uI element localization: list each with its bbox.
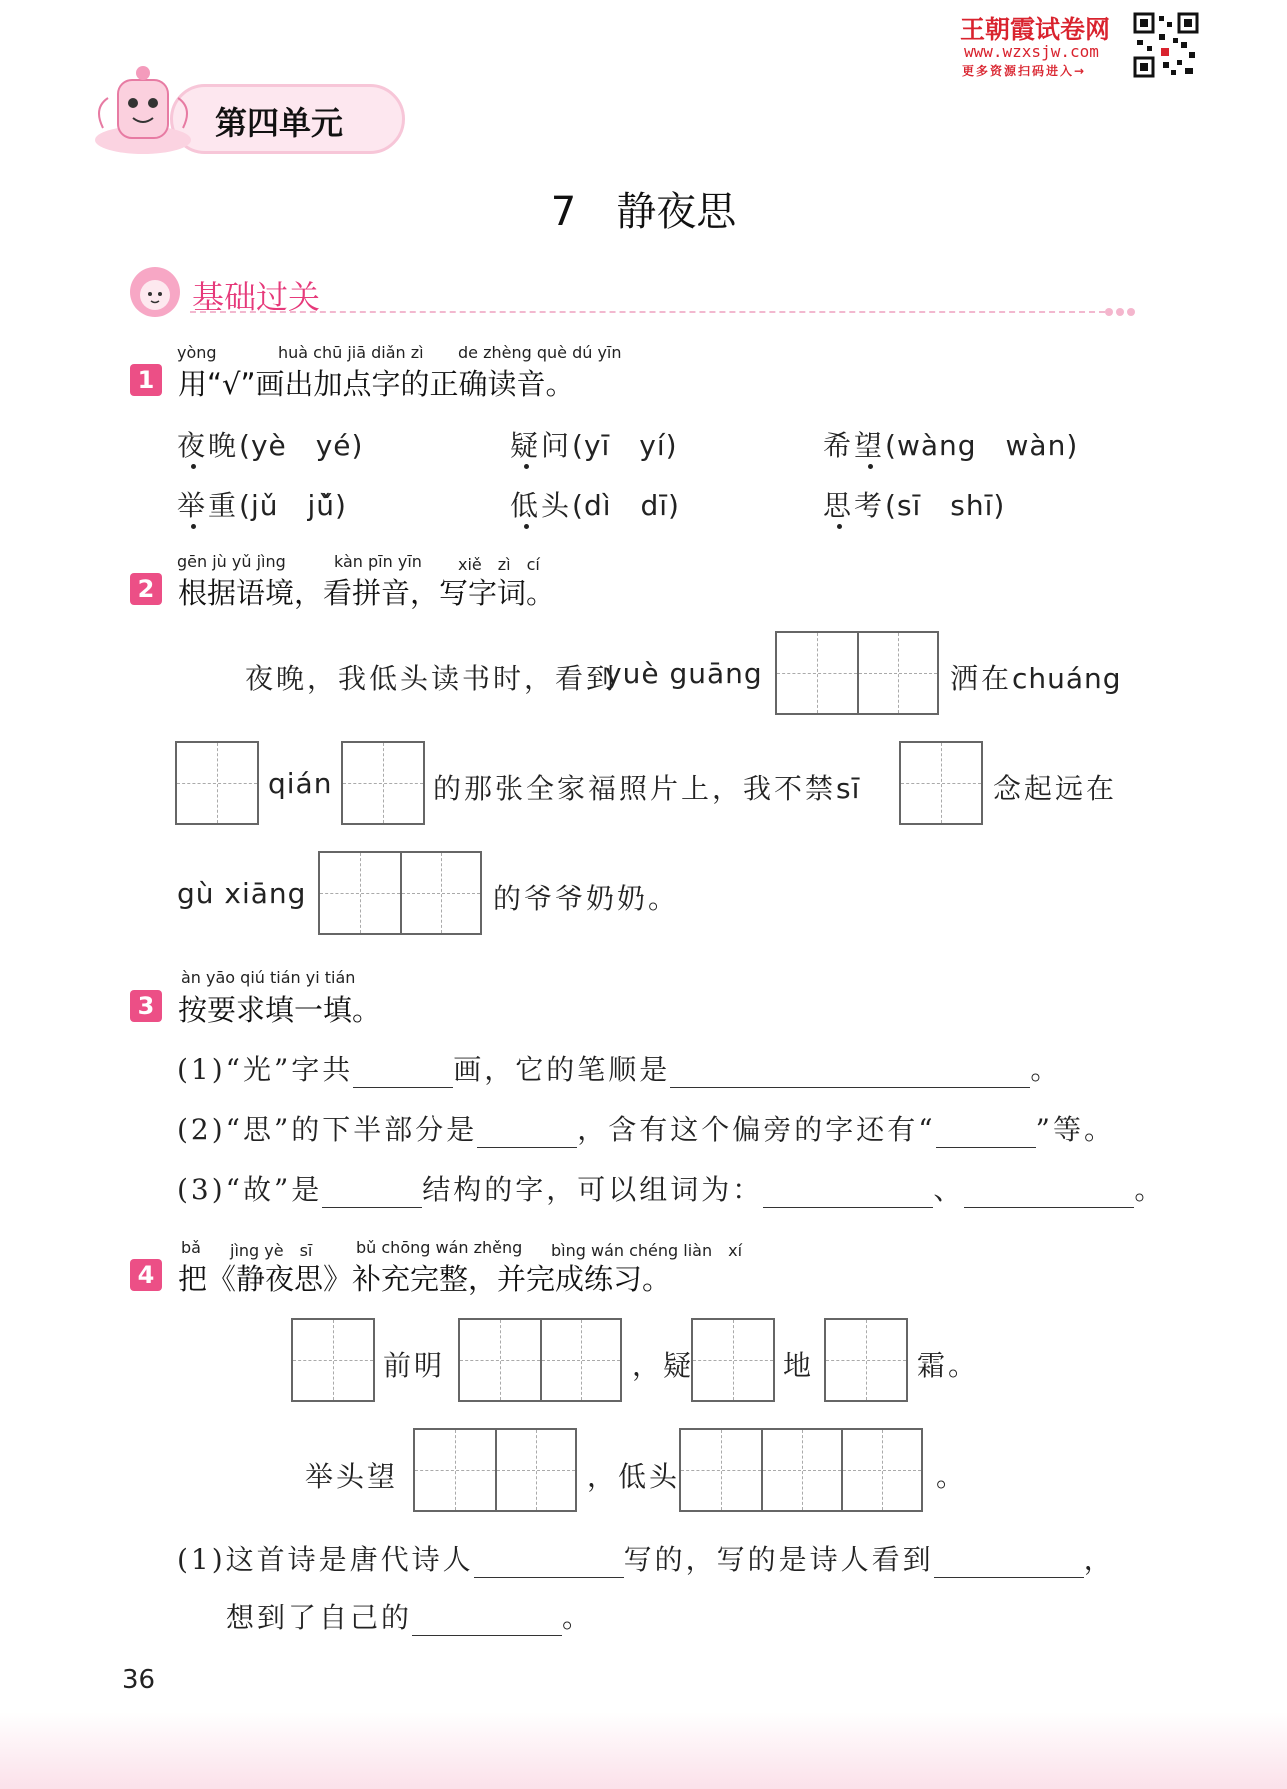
q2-line2-pinyin1: qián (268, 767, 333, 800)
footer-band (0, 1712, 1287, 1789)
brand-url[interactable]: www.wzxsjw.com (964, 42, 1099, 61)
q1-item-2[interactable]: 疑问(yī yí) (510, 429, 678, 462)
answer-grid-1[interactable] (691, 1318, 775, 1402)
unit-title: 第四单元 (215, 104, 344, 142)
q3-line-2: (2)“思”的下半部分是 ，含有这个偏旁的字还有“ ”等。 (177, 1113, 1115, 1146)
q3-instruction: 按要求填一填。 (178, 993, 382, 1027)
answer-blank[interactable] (474, 1547, 624, 1578)
lesson-title: 7 静夜思 (550, 189, 737, 235)
q2-number: 2 (130, 573, 162, 605)
q3-pinyin: àn yāo qiú tián yi tián (181, 968, 356, 987)
poem-text: 前明 (383, 1349, 446, 1382)
poem-text: 举头望 (305, 1460, 399, 1493)
poem-text: ，低头 (587, 1460, 681, 1493)
q1-pinyin-2: huà chū jiā diǎn zì (278, 343, 424, 362)
answer-grid-2[interactable] (413, 1428, 577, 1512)
mascot-icon (88, 58, 198, 158)
page-number: 36 (122, 1665, 156, 1695)
q3-number: 3 (130, 990, 162, 1022)
answer-grid-1[interactable] (291, 1318, 375, 1402)
answer-grid-1[interactable] (824, 1318, 908, 1402)
q2-pinyin-3: xiě zì cí (458, 555, 540, 574)
q2-line1-after: 洒在chuáng (950, 662, 1122, 695)
decorative-dots (1105, 301, 1138, 320)
poem-text: ，疑 (632, 1349, 695, 1382)
q4-number: 4 (130, 1259, 162, 1291)
q3-line-3: (3)“故”是 结构的字，可以组词为： 、 。 (177, 1173, 1166, 1206)
q2-line1-text: 夜晚，我低头读书时，看到 (245, 662, 618, 695)
section-divider (190, 311, 1105, 313)
q2-line2-after: 念起远在 (993, 772, 1118, 805)
q1-instruction: 用“√”画出加点字的正确读音。 (178, 367, 575, 401)
answer-grid-2[interactable] (318, 851, 482, 935)
q4-pinyin-3: bǔ chōng wán zhěng (356, 1238, 523, 1257)
answer-blank[interactable] (964, 1177, 1134, 1208)
answer-blank[interactable] (936, 1117, 1036, 1148)
answer-blank[interactable] (670, 1057, 1030, 1088)
q2-line2-mid: 的那张全家福照片上，我不禁sī (433, 772, 861, 805)
q2-pinyin-2: kàn pīn yīn (334, 552, 422, 571)
section-title: 基础过关 (192, 278, 321, 316)
q2-line1-pinyin: yuè guāng (605, 657, 763, 690)
q4-pinyin-4: bìng wán chéng liàn xí (551, 1241, 743, 1260)
answer-blank[interactable] (322, 1177, 422, 1208)
q1-pinyin-3: de zhèng què dú yīn (458, 343, 622, 362)
qr-code-icon[interactable] (1133, 12, 1199, 78)
q2-line3-pinyin: gù xiāng (177, 877, 307, 910)
emphasis-dot (868, 464, 873, 469)
poem-text: 霜。 (917, 1349, 980, 1382)
q2-pinyin-1: gēn jù yǔ jìng (177, 552, 286, 571)
q2-line3-after: 的爷爷奶奶。 (493, 882, 680, 915)
brand-more: 更多资源扫码进入→ (962, 64, 1087, 78)
emphasis-dot (191, 524, 196, 529)
answer-blank[interactable] (412, 1605, 562, 1636)
q1-item-4[interactable]: 举重(jǔ jǔ̌) (177, 489, 347, 522)
q1-item-3[interactable]: 希望(wàng wàn) (823, 429, 1079, 462)
answer-grid-1[interactable] (175, 741, 259, 825)
q4-instruction: 把《静夜思》补充完整，并完成练习。 (178, 1262, 672, 1296)
answer-grid-2[interactable] (458, 1318, 622, 1402)
q2-instruction: 根据语境，看拼音，写字词。 (178, 576, 556, 610)
poem-text: 地 (783, 1349, 815, 1382)
brand-name: 王朝霞试卷网 (960, 15, 1111, 44)
q4-sub-1-cont: 想到了自己的 。 (226, 1601, 594, 1634)
q3-line-1: (1)“光”字共 画，它的笔顺是 。 (177, 1053, 1062, 1086)
q4-sub-1: (1)这首诗是唐代诗人 写的，写的是诗人看到 ， (177, 1543, 1115, 1576)
answer-grid-3[interactable] (679, 1428, 923, 1512)
answer-grid-2[interactable] (775, 631, 939, 715)
answer-blank[interactable] (934, 1547, 1084, 1578)
answer-blank[interactable] (353, 1057, 453, 1088)
q1-item-5[interactable]: 低头(dì dī) (510, 489, 680, 522)
answer-blank[interactable] (763, 1177, 933, 1208)
answer-blank[interactable] (477, 1117, 577, 1148)
q4-pinyin-2: jìng yè sī (230, 1241, 313, 1260)
girl-avatar-icon (128, 265, 182, 319)
q1-item-6[interactable]: 思考(sī shī) (823, 489, 1006, 522)
emphasis-dot (191, 464, 196, 469)
q1-item-1[interactable]: 夜晚(yè yé) (177, 429, 364, 462)
answer-grid-1[interactable] (341, 741, 425, 825)
q1-number: 1 (130, 364, 162, 396)
q4-pinyin-1: bǎ (181, 1238, 201, 1257)
poem-text: 。 (936, 1460, 968, 1493)
emphasis-dot (524, 464, 529, 469)
emphasis-dot (837, 524, 842, 529)
emphasis-dot (524, 524, 529, 529)
answer-grid-1[interactable] (899, 741, 983, 825)
q1-pinyin-1: yòng (177, 343, 217, 362)
